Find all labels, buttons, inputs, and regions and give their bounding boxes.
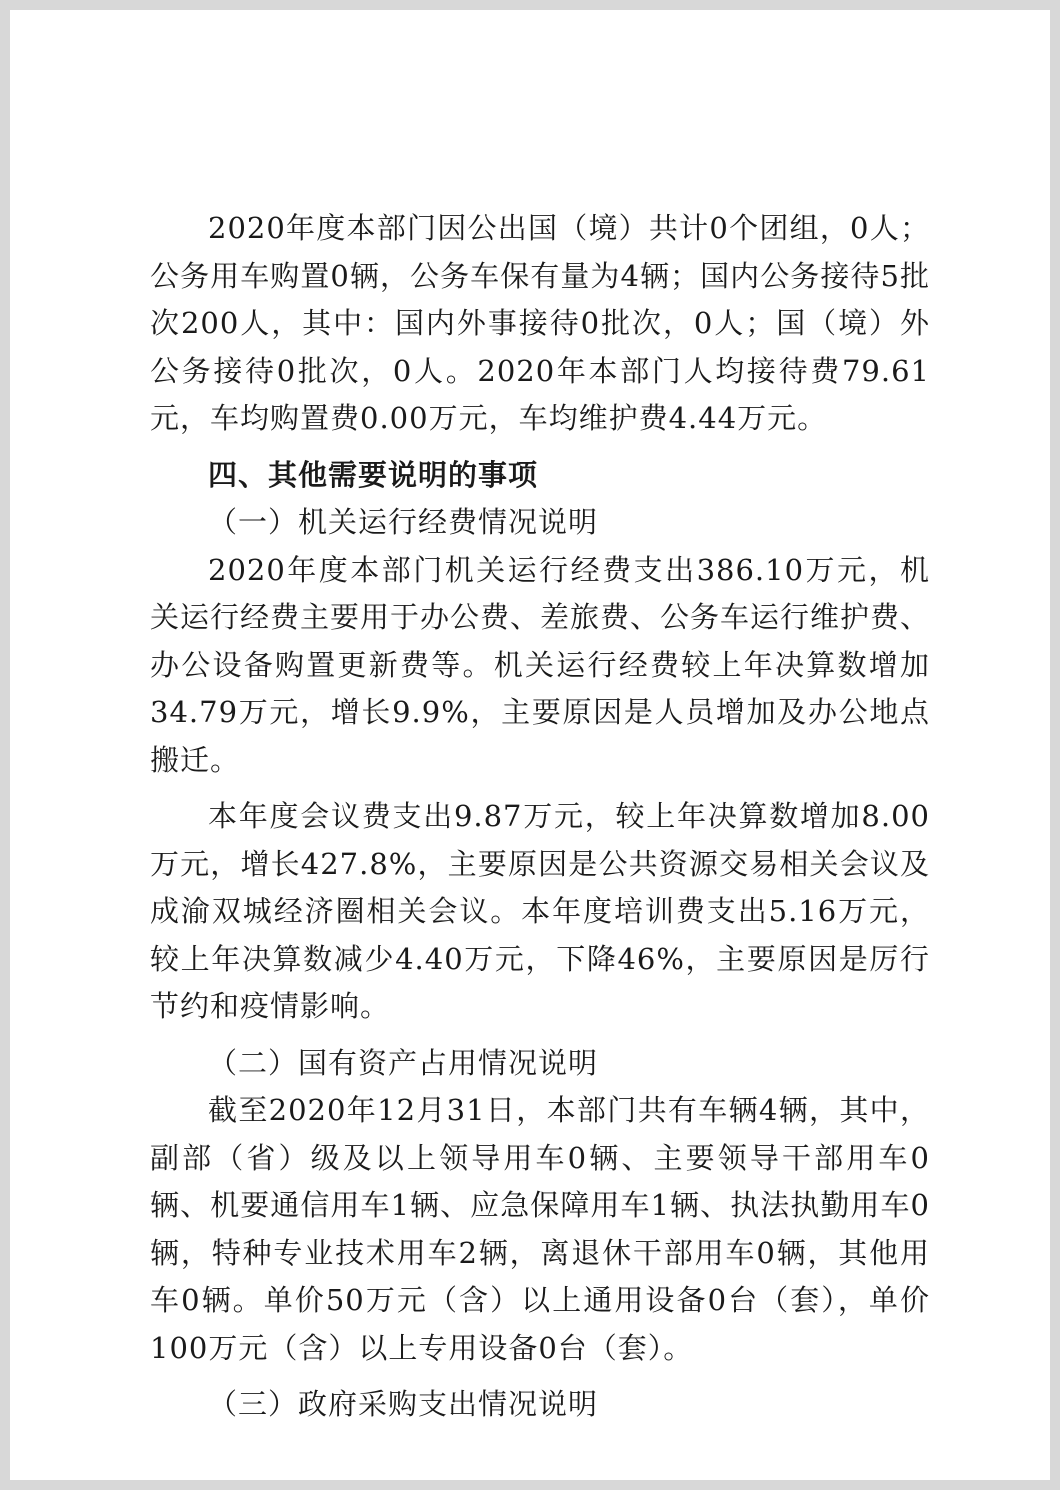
paragraph-operating-expenses: 2020年度本部门机关运行经费支出386.10万元，机关运行经费主要用于办公费、差旅费、公务车运行维护费、办公设备购置更新费等。机关运行经费较上年决算数增加34.79万元，增长9.9%，主要原因是人员增加及办公地点搬迁。 [150,552,931,777]
document-body [150,205,930,1429]
paragraph-state-assets: 截至2020年12月31日，本部门共有车辆4辆，其中，副部（省）级及以上领导用车0辆、主要领导干部用车0辆、机要通信用车1辆、应急保障用车1辆、执法执勤用车0辆，特种专业技术用车2辆，离退休干部用车0辆，其他用车0辆。单价50万元（含）以上通用设备0台（套），单价100万元（含）以上专用设备0台（套）。 [150,1093,930,1365]
subsection-heading-state-assets: （二）国有资产占用情况说明 [208,1045,599,1080]
subsection-heading-operating-expenses: （一）机关运行经费情况说明 [208,505,599,539]
subsection-heading-government-procurement: （三）政府采购支出情况说明 [208,1387,599,1421]
paragraph-meeting-training-fees: 本年度会议费支出9.87万元，较上年决算数增加8.00万元，增长427.8%，主要原因是公共资源交易相关会议及成渝双城经济圈相关会议。本年度培训费支出5.16万元，较上年决算数减少4.40万元，下降46%，主要原因是厉行节约和疫情影响。 [150,799,930,1023]
paragraph-official-travel-vehicles: 2020年度本部门因公出国（境）共计0个团组，0人；公务用车购置0辆，公务车保有量为4辆；国内公务接待5批次200人，其中：国内外事接待0批次，0人；国（境）外公务接待0批次，0人。2020年本部门人均接待费79.61元，车均购置费0.00万元，车均维护费4.44万元。 [150,211,930,435]
section-heading-other-matters: 四、其他需要说明的事项 [208,457,539,492]
document-page [10,10,1050,1480]
